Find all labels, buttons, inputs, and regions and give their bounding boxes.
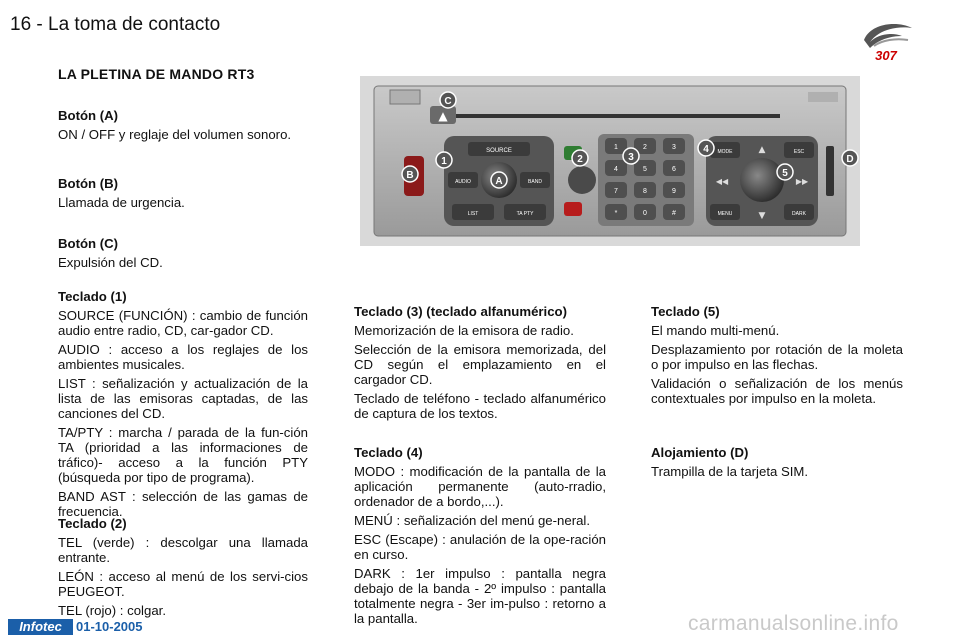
peugeot-307-logo xyxy=(856,18,918,64)
key-1: 1 xyxy=(614,144,618,151)
keypad-1-p3: LIST : señalización y actualización de la lista de las emisoras captadas, de las canciones del CD. xyxy=(58,376,308,421)
key-6: 6 xyxy=(672,166,676,173)
source-button-label: SOURCE xyxy=(486,148,512,154)
key-5: 5 xyxy=(643,166,647,173)
callout-c: C xyxy=(444,96,452,107)
key-7: 7 xyxy=(614,188,618,195)
svg-text:▼: ▼ xyxy=(758,211,766,221)
keypad-1-title: Teclado (1) xyxy=(58,289,127,304)
keypad-2-title: Teclado (2) xyxy=(58,516,127,531)
keypad-3-title: Teclado (3) (teclado alfanumérico) xyxy=(354,304,567,319)
rt3-control-panel-image xyxy=(360,76,860,246)
menu-button-label: MENU xyxy=(717,211,733,217)
key-4: 4 xyxy=(614,166,618,173)
button-c-section xyxy=(58,236,308,274)
keypad-5-section xyxy=(651,304,903,410)
keypad-2-p1: TEL (verde) : descolgar una llamada entrante. xyxy=(58,535,308,565)
callout-b: B xyxy=(406,170,414,181)
keypad-1-p4: TA/PTY : marcha / parada de la fun-ción TA (prioridad a las informaciones de tráfico)- acceso a la función PTY (búsqueda por tipo de programa). xyxy=(58,425,308,485)
dark-button-label: DARK xyxy=(792,211,806,217)
button-a-title: Botón (A) xyxy=(58,108,119,123)
key-3: 3 xyxy=(672,144,676,151)
keypad-5-p1: El mando multi-menú. xyxy=(651,323,780,338)
callout-3: 3 xyxy=(628,152,634,163)
callout-a: A xyxy=(495,176,503,187)
keypad-2-p2: LEÓN : acceso al menú de los servi-cios PEUGEOT. xyxy=(58,569,308,599)
watermark: carmanualsonline.info xyxy=(688,612,899,635)
keypad-4-p1: MODO : modificación de la pantalla de la aplicación permanente (auto-rradio, ordenador de a bordo,...). xyxy=(354,464,606,509)
callout-5: 5 xyxy=(782,168,788,179)
keypad-4-section xyxy=(354,445,606,630)
keypad-5-p2: Desplazamiento por rotación de la moleta o por impulso en las flechas. xyxy=(651,342,903,372)
callout-d: D xyxy=(846,154,854,165)
list-button-label: LIST xyxy=(467,211,479,217)
keypad-4-title: Teclado (4) xyxy=(354,445,423,460)
section-title: LA PLETINA DE MANDO RT3 xyxy=(58,66,255,82)
key-9: 9 xyxy=(672,188,676,195)
key-hash: # xyxy=(672,210,676,217)
key-2: 2 xyxy=(643,144,647,151)
keypad-4-p3: ESC (Escape) : anulación de la ope-ración en curso. xyxy=(354,532,606,562)
button-a-section xyxy=(58,108,308,146)
keypad-3-section xyxy=(354,304,606,425)
svg-text:▲: ▲ xyxy=(758,145,766,155)
keypad-1-p5: BAND AST : selección de las gamas de frecuencia. xyxy=(58,489,308,519)
page-title: 16 - La toma de contacto xyxy=(10,14,221,35)
button-b-text: Llamada de urgencia. xyxy=(58,195,185,210)
keypad-1-p1: SOURCE (FUNCIÓN) : cambio de función audio entre radio, CD, car-gador CD. xyxy=(58,308,308,338)
audio-button-label: AUDIO xyxy=(455,179,471,185)
keypad-2-section xyxy=(58,516,308,622)
keypad-4-p2: MENÚ : señalización del menú ge-neral. xyxy=(354,513,591,528)
logo-text: 307 xyxy=(875,48,897,63)
key-8: 8 xyxy=(643,188,647,195)
keypad-3-p3: Teclado de teléfono - teclado alfanumérico de captura de los textos. xyxy=(354,391,606,421)
button-c-text: Expulsión del CD. xyxy=(58,255,163,270)
footer-date: 01-10-2005 xyxy=(76,619,143,634)
callout-4: 4 xyxy=(703,144,709,155)
button-a-text: ON / OFF y reglaje del volumen sonoro. xyxy=(58,127,292,142)
button-b-section xyxy=(58,176,308,214)
keypad-2-p3: TEL (rojo) : colgar. xyxy=(58,603,166,618)
svg-text:▲: ▲ xyxy=(438,109,448,123)
infotec-badge: Infotec xyxy=(8,619,73,635)
key-star: * xyxy=(614,210,618,217)
band-button-label: BAND xyxy=(528,179,542,185)
housing-d-title: Alojamiento (D) xyxy=(651,445,749,460)
keypad-3-p2: Selección de la emisora memorizada, del CD según el emplazamiento en el cargador CD. xyxy=(354,342,606,387)
housing-d-text: Trampilla de la tarjeta SIM. xyxy=(651,464,809,479)
button-c-title: Botón (C) xyxy=(58,236,119,251)
ta-pty-button-label: TA PTY xyxy=(516,211,534,217)
esc-button-label: ESC xyxy=(793,149,805,155)
callout-1: 1 xyxy=(441,156,447,167)
keypad-4-p4: DARK : 1er impulso : pantalla negra debajo de la banda - 2º impulso : pantalla totalmente negra - 3er im-pulso : retorno a la pantalla. xyxy=(354,566,606,626)
key-0: 0 xyxy=(643,210,647,217)
keypad-3-p1: Memorización de la emisora de radio. xyxy=(354,323,574,338)
mode-button-label: MODE xyxy=(717,149,733,155)
housing-d-section xyxy=(651,445,903,483)
svg-text:◀◀: ◀◀ xyxy=(715,177,729,186)
button-b-title: Botón (B) xyxy=(58,176,119,191)
keypad-5-title: Teclado (5) xyxy=(651,304,720,319)
callout-2: 2 xyxy=(577,154,583,165)
svg-text:▶▶: ▶▶ xyxy=(795,177,809,186)
keypad-1-p2: AUDIO : acceso a los reglajes de los ambientes musicales. xyxy=(58,342,308,372)
keypad-5-p3: Validación o señalización de los menús contextuales por impulso en la moleta. xyxy=(651,376,903,406)
keypad-1-section xyxy=(58,289,308,523)
